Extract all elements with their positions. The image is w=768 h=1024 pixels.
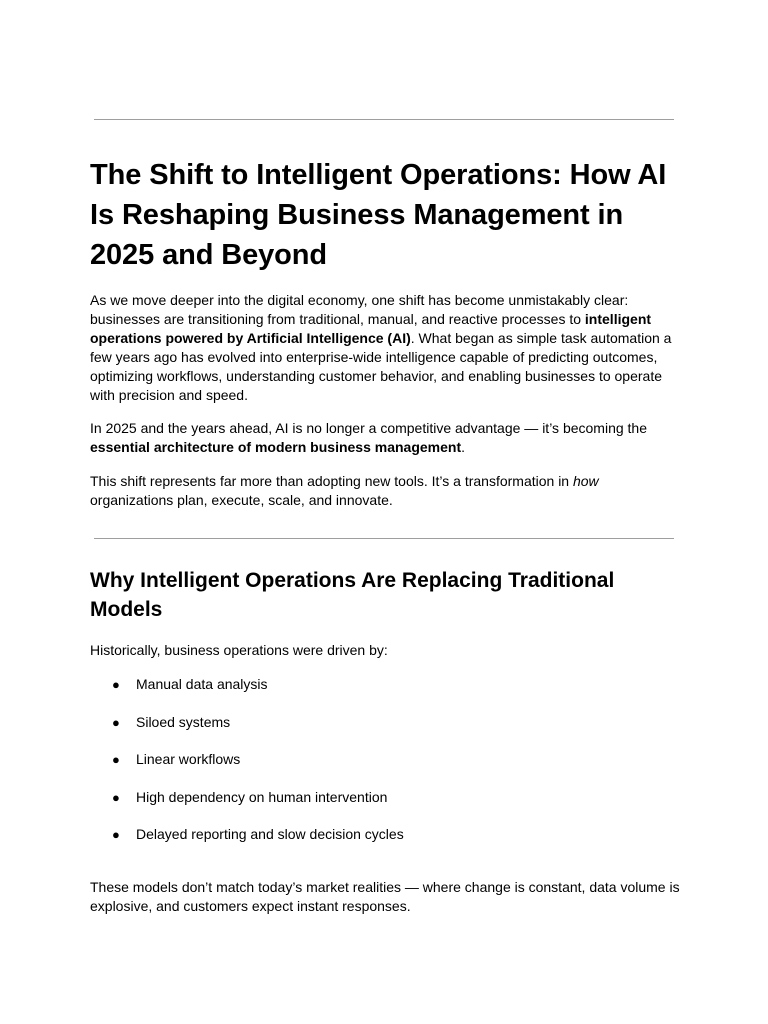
bullet-list (90, 675, 670, 863)
intro-paragraph-2 (90, 419, 682, 457)
intro-paragraph-3 (90, 472, 682, 510)
top-divider (94, 119, 674, 120)
intro-p2-text-a: In 2025 and the years ahead, AI is no longer a competitive advantage — it’s becoming the (90, 420, 647, 436)
section-closing: These models don’t match today’s market realities — where change is constant, data volume is explosive, and customers expect instant responses. (90, 879, 680, 914)
list-item-text: Delayed reporting and slow decision cycles (136, 826, 404, 842)
list-item (90, 788, 670, 826)
section-divider (94, 538, 674, 539)
list-item-text: High dependency on human intervention (136, 788, 388, 805)
intro-paragraph-1 (90, 291, 682, 405)
intro-p2-bold: essential architecture of modern business management (90, 439, 462, 455)
bullet-icon: ● (112, 752, 120, 767)
list-item (90, 825, 670, 863)
bullet-icon: ● (112, 827, 120, 842)
section-lead: Historically, business operations were driven by: (90, 642, 388, 658)
page-title: The Shift to Intelligent Operations: How AI Is Reshaping Business Management in 2025 and Beyond (90, 159, 667, 271)
bullet-icon: ● (112, 677, 120, 692)
section-heading: Why Intelligent Operations Are Replacing Traditional Models (90, 569, 615, 621)
intro-p2-text-b: . (461, 439, 466, 455)
list-item-text: Linear workflows (136, 751, 241, 767)
intro-p1-bold: intelligent operations powered by Artificial Intelligence (AI) (90, 311, 652, 346)
intro-p1-text-a: As we move deeper into the digital economy, one shift has become unmistakably clear: businesses are transitioning from traditional, manual, and reactive processes to (90, 292, 629, 327)
list-item-text: Manual data analysis (136, 676, 268, 692)
intro-p3-text-a: This shift represents far more than adopting new tools. It’s a transformation in (90, 473, 573, 489)
intro-p1-text-b: . What began as simple task automation a few years ago has evolved into enterprise-wide intelligence capable of predicting outcomes, optimizing workflows, understanding customer behavior, and enabling businesses to operate with precision and speed. (90, 330, 672, 403)
intro-p3-emphasis: how (572, 473, 599, 489)
intro-p3-text-b: organizations plan, execute, scale, and innovate. (90, 492, 393, 508)
list-item (90, 675, 670, 713)
list-item (90, 750, 670, 788)
bullet-icon: ● (112, 789, 120, 805)
list-item-text: Siloed systems (136, 713, 231, 730)
bullet-icon: ● (112, 714, 120, 730)
list-item (90, 713, 670, 751)
